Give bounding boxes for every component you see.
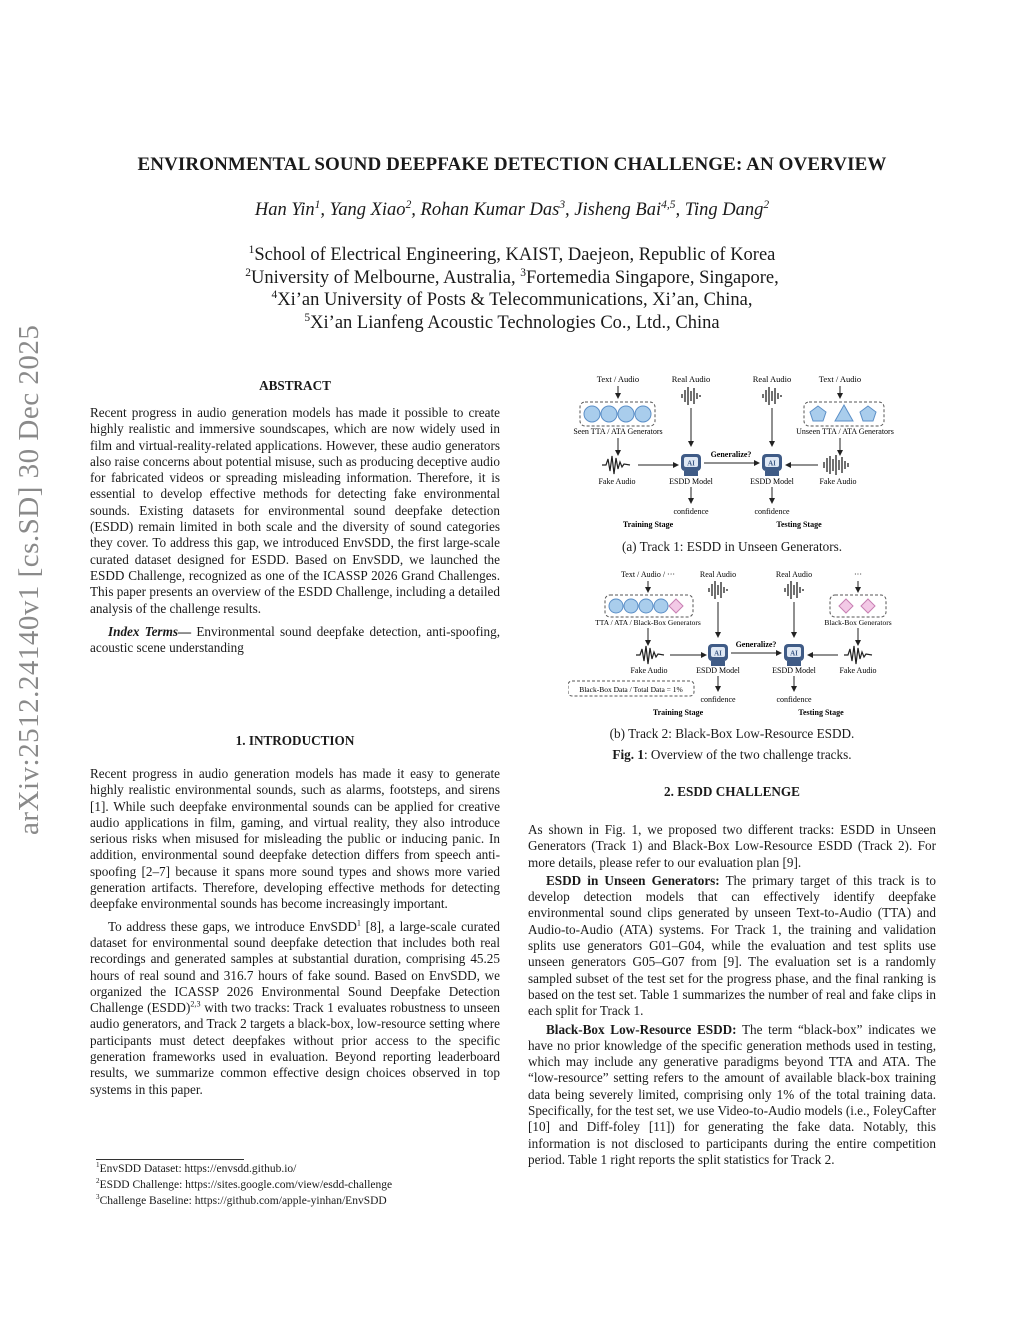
generator-circle-icon (624, 599, 638, 613)
svg-text:AI: AI (768, 459, 776, 468)
challenge-paragraph-3: Black-Box Low-Resource ESDD: The term “black-box” indicates we have no prior knowledge of the specific generation methods used in testing, which may include any generative paradigms beyond TTA and ATA. The “low-resource” setting refers to the amount of available black-box training data being severely limited, comprising only 1% of the total training data. Specifically, for the test set, we use Video-to-Audio models (i.e., FoleyCafter [10] and Diff-foley [11]) for generating the fake data. Notably, this information is not disclosed to participants during the entire competition period. Table 1 right reports the split statistics for Track 2. (528, 1021, 936, 1167)
label-seen-generators: Seen TTA / ATA Generators (573, 427, 663, 436)
author: Han Yin (254, 200, 315, 220)
label-fake-audio: Fake Audio (598, 477, 636, 486)
generator-circle-icon (609, 599, 623, 613)
label-tta-ata-generators: TTA / ATA / Black-Box Generators (595, 618, 701, 627)
author-list: Han Yin$^1$, Yang Xiao$^2$, Rohan Kumar Das$^3$, Jisheng Bai$^{4,5}$, Ting Dang$^2$ (254, 198, 770, 220)
generator-circle-icon (584, 406, 600, 422)
label-esdd-model: ESDD Model (669, 477, 713, 486)
label-data-ratio: Black-Box Data / Total Data = 1% (579, 685, 683, 694)
figure-track1-diagram (560, 368, 910, 533)
figure-caption-a: (a) Track 1: ESDD in Unseen Generators. (621, 539, 843, 554)
footnote: $^3$Challenge Baseline: https://github.com/apple-yinhan/EnvSDD (96, 1193, 387, 1207)
generator-pentagon-icon (860, 406, 876, 421)
ai-robot-icon (708, 644, 728, 666)
author: Yang Xiao (329, 200, 406, 220)
svg-text:AI: AI (714, 649, 722, 658)
generator-circle-icon (654, 599, 668, 613)
label-confidence: confidence (754, 507, 790, 516)
paper-title: ENVIRONMENTAL SOUND DEEPFAKE DETECTION CHALLENGE: AN OVERVIEW (137, 154, 887, 175)
svg-text:AI: AI (687, 459, 695, 468)
label-training-stage: Training Stage (622, 520, 674, 529)
footnotes (96, 1161, 392, 1209)
label-confidence: confidence (673, 507, 709, 516)
waveform-icon (763, 387, 781, 405)
label-text-audio: Text / Audio / ··· (620, 570, 676, 579)
label-fake-audio: Fake Audio (839, 666, 877, 675)
ai-robot-icon (784, 644, 804, 666)
fake-waveform-icon (636, 646, 664, 664)
label-training-stage: Training Stage (652, 708, 704, 717)
figure-track2-diagram (568, 565, 908, 725)
affiliation-line: $^1$School of Electrical Engineering, KAIST, Daejeon, Republic of Korea (248, 243, 776, 265)
author: Rohan Kumar Das (420, 200, 560, 220)
figure-caption-b: (b) Track 2: Black-Box Low-Resource ESDD. (609, 726, 855, 741)
intro-heading: 1. INTRODUCTION (235, 733, 355, 748)
generator-circle-icon (635, 406, 651, 422)
intro-paragraph-2: To address these gaps, we introduce EnvSDD$^1$ [8], a large-scale curated dataset for environmental sound deepfake detection that includes both real recordings and generated samples at substantial duration, comprising 45.25 hours of real sound and 316.7 hours of fake sound. Based on EnvSDD, we organized the ICASSP 2026 Environmental Sound Deepfake Detection Challenge (ESDD)$^{2,3}$ with two tracks: Track 1 evaluates robustness to unseen audio generators, and Track 2 targets a black-box, low-resource setting where participants must detect deepfakes without prior access to the specific generation frameworks used in evaluation. Beyond reporting leaderboard results, we summarize common effective design choices observed in top systems in this paper. (90, 918, 501, 1097)
affiliation-line: $^5$Xi’an Lianfeng Acoustic Technologies Co., Ltd., China (304, 311, 720, 333)
label-real-audio: Real Audio (752, 374, 792, 384)
label-confidence: confidence (700, 695, 736, 704)
waveform-icon (682, 387, 700, 405)
index-terms: Index Terms— Environmental sound deepfake detection, anti-spoofing, acoustic scene understanding (90, 623, 500, 656)
challenge-heading: 2. ESDD CHALLENGE (664, 784, 800, 799)
blackbox-diamond-icon (839, 599, 853, 613)
label-ellipsis: ··· (854, 570, 862, 579)
affiliation-line: $^2$University of Melbourne, Australia, $^3$Fortemedia Singapore, Singapore, (245, 266, 779, 288)
fake-waveform-icon (824, 455, 848, 475)
label-fake-audio: Fake Audio (819, 477, 857, 486)
generator-circle-icon (601, 406, 617, 422)
abstract-text: Recent progress in audio generation models has made it possible to create highly realistic and immersive soundscapes, which are now widely used in film and virtual-reality-related applications. However, these audio generators also raise concerns about potential misuse, such as producing deceptive audio for fabricated videos or spreading misleading information. Therefore, it is essential to develop effective methods for detecting fake environmental sounds. Existing datasets for environmental sound deepfake detection (ESDD) remain limited in both scale and the diversity of sound categories they cover. To address this gap, we introduced EnvSDD, the first large-scale curated dataset designed for ESDD. Based on EnvSDD, we launched the ESDD Challenge, recognized as one of the ICASSP 2026 Grand Challenges. This paper presents an overview of the ESDD Challenge, including a detailed analysis of the challenge results. (90, 405, 500, 616)
challenge-body (528, 822, 936, 1168)
ai-robot-icon (762, 454, 782, 476)
affiliations (0, 244, 1024, 334)
footnote: $^2$ESDD Challenge: https://sites.google.com/view/esdd-challenge (96, 1177, 393, 1191)
label-esdd-model: ESDD Model (750, 477, 794, 486)
label-generalize: Generalize? (710, 450, 752, 459)
blackbox-diamond-icon (669, 599, 683, 613)
intro-paragraph-1: Recent progress in audio generation models has made it easy to generate highly realistic environmental sounds, such as alarms, footsteps, and sirens [1]. While such deepfake environmental sounds can be applied for creative audio applications in film, gaming, and virtual reality, they also introduce serious risks when misused for misleading the public or inducing panic. In addition, environmental sound deepfake detection differs from speech anti-spoofing [2–7] because it spans more sound types and shows more varied generation artifacts. Therefore, developing effective methods for detecting deepfake environmental sounds has become increasingly important. (90, 766, 500, 912)
label-fake-audio: Fake Audio (630, 666, 668, 675)
waveform-icon (709, 581, 727, 599)
generator-triangle-icon (835, 405, 853, 421)
generator-circle-icon (618, 406, 634, 422)
label-testing-stage: Testing Stage (798, 708, 844, 717)
intro-body (90, 766, 500, 1098)
generator-circle-icon (639, 599, 653, 613)
fake-waveform-icon (844, 646, 872, 664)
arxiv-side-label: arXiv:2512.24140v1 [cs.SD] 30 Dec 2025 (13, 324, 45, 835)
generator-pentagon-icon (810, 406, 826, 421)
footnote: $^1$EnvSDD Dataset: https://envsdd.github.io/ (96, 1161, 297, 1175)
abstract-body (90, 405, 500, 656)
label-generalize: Generalize? (735, 640, 777, 649)
author: Ting Dang (684, 200, 764, 220)
label-unseen-generators: Unseen TTA / ATA Generators (796, 427, 894, 436)
affiliation-line: $^4$Xi’an University of Posts & Telecommunications, Xi’an, China, (271, 288, 753, 310)
label-real-audio: Real Audio (671, 374, 711, 384)
footnote-rule (96, 1159, 244, 1160)
author: Jisheng Bai (574, 200, 662, 220)
label-blackbox-generators: Black-Box Generators (824, 618, 892, 627)
abstract-heading: ABSTRACT (259, 378, 331, 393)
label-testing-stage: Testing Stage (776, 520, 822, 529)
fake-waveform-icon (602, 456, 630, 474)
figure-caption: Fig. 1: Overview of the two challenge tracks. (612, 747, 852, 762)
challenge-paragraph-1: As shown in Fig. 1, we proposed two different tracks: ESDD in Unseen Generators (Track 1) and Black-Box Low-Resource ESDD (Track 2). For more details, please refer to our evaluation plan [9]. (528, 822, 936, 870)
label-real-audio: Real Audio (775, 570, 813, 579)
waveform-icon (785, 581, 803, 599)
blackbox-diamond-icon (861, 599, 875, 613)
label-esdd-model: ESDD Model (772, 666, 816, 675)
label-confidence: confidence (776, 695, 812, 704)
label-esdd-model: ESDD Model (696, 666, 740, 675)
challenge-paragraph-2: ESDD in Unseen Generators: The primary target of this track is to develop detection models that can effectively identify deepfake environmental sound clips generated by unseen Text-to-Audio (TTA) and Audio-to-Audio (ATA) systems. For Track 1, the training and validation splits use generators G01–G04, while the evaluation and test splits use unseen generators G05–G07 from [9]. The evaluation set is a randomly sampled subset of the test set for the progress phase, and the final ranking is based on the test set. Table 1 summarizes the number of real and fake clips in each split for Track 1. (528, 872, 936, 1019)
label-text-audio: Text / Audio (596, 374, 640, 384)
label-real-audio: Real Audio (699, 570, 737, 579)
label-text-audio: Text / Audio (818, 374, 862, 384)
ai-robot-icon (681, 454, 701, 476)
svg-text:AI: AI (790, 649, 798, 658)
